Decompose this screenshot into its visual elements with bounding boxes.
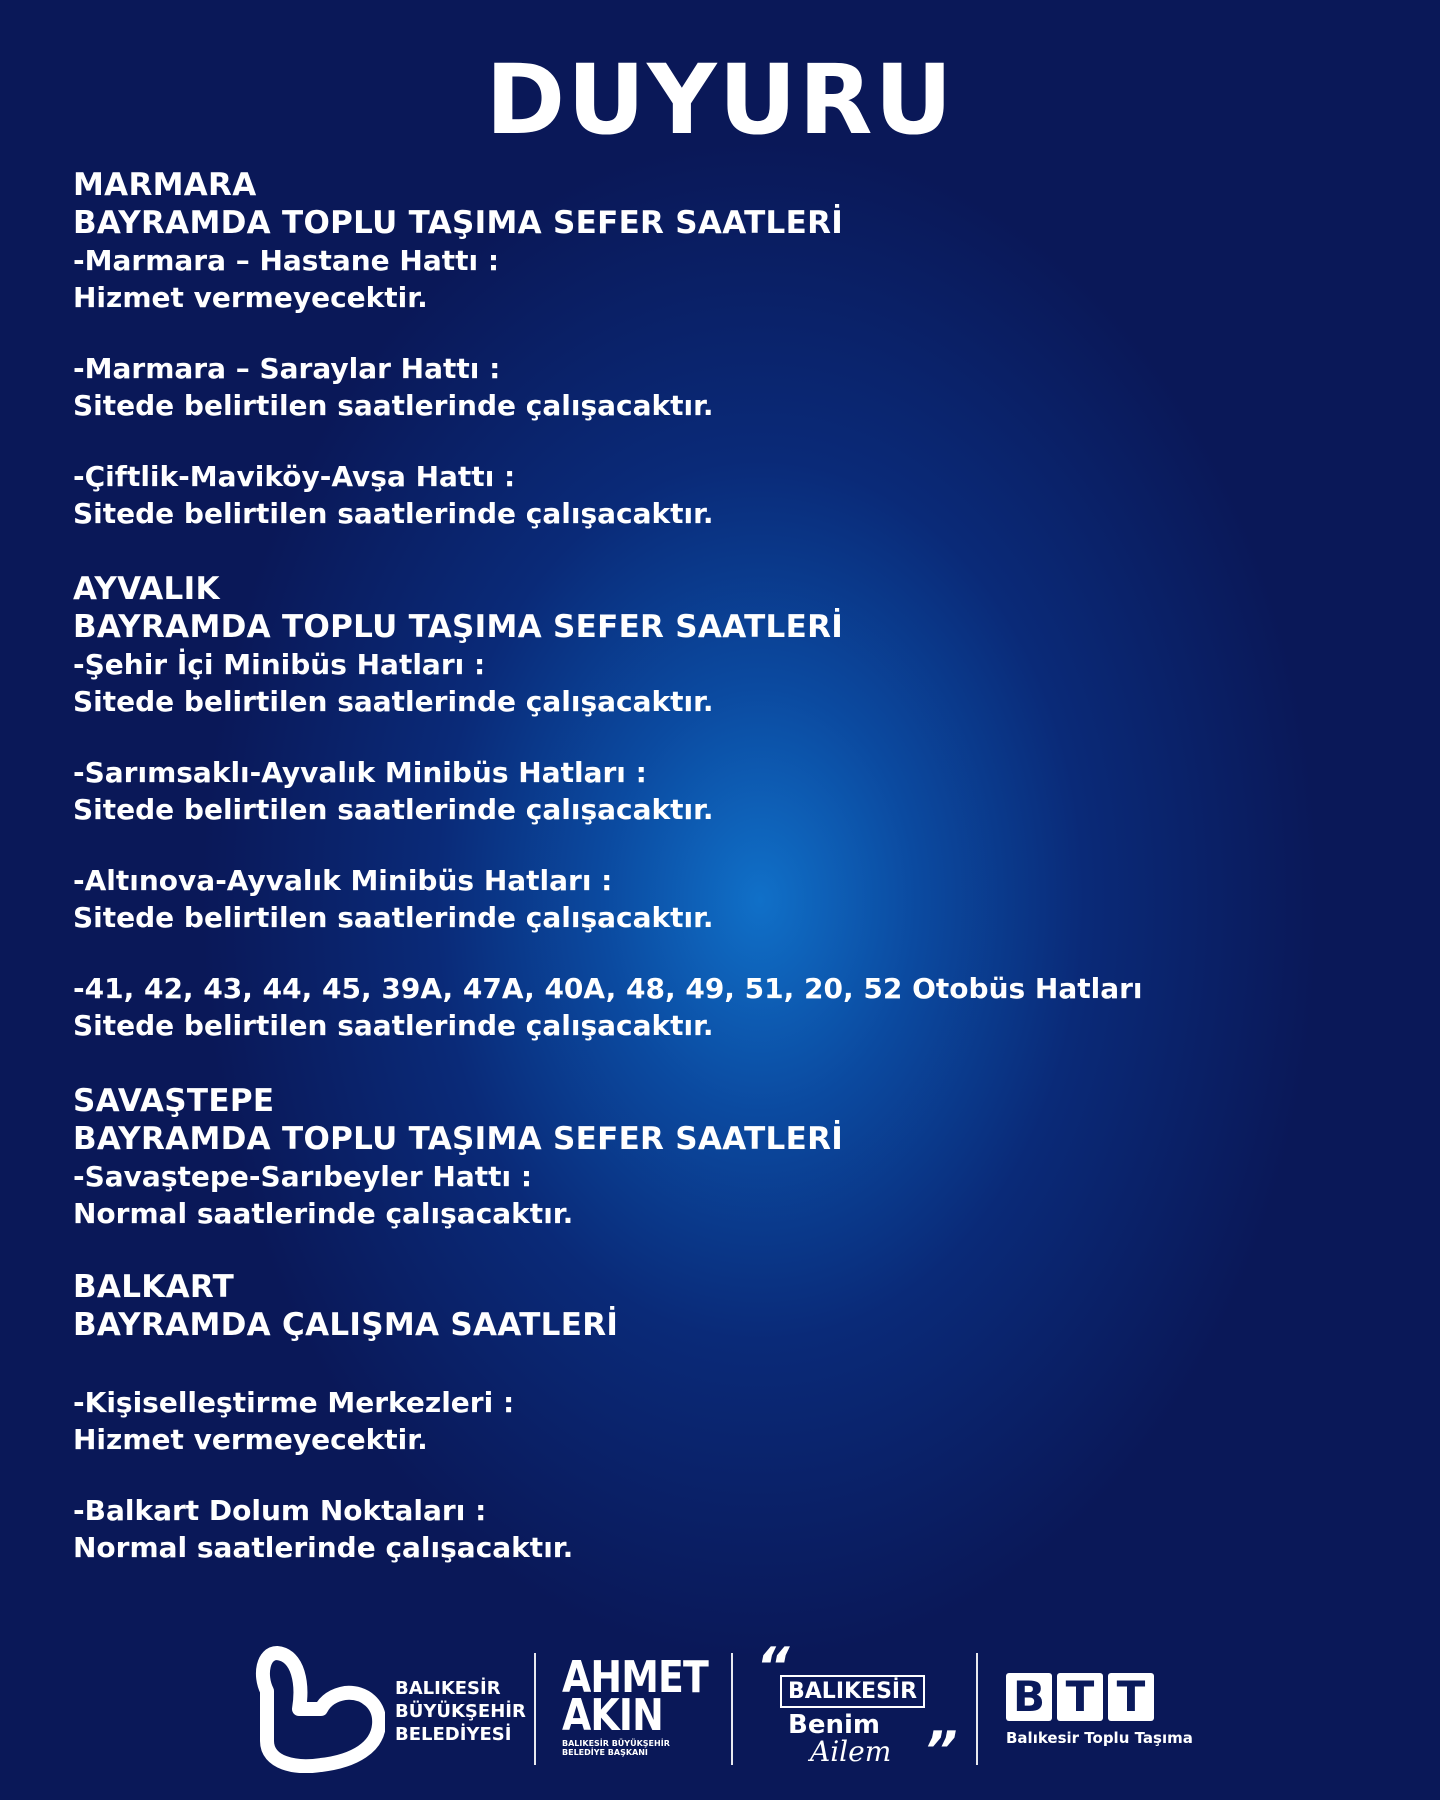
footer-logos (0, 1637, 1440, 1781)
list-item (73, 646, 1393, 720)
list-item (73, 242, 1393, 316)
section-heading: BAYRAMDA ÇALIŞMA SAATLERİ (73, 1307, 619, 1343)
announcement-content (73, 166, 1393, 1602)
line-status: Normal saatlerinde çalışacaktır. (73, 1197, 574, 1230)
divider (534, 1653, 536, 1765)
line-status: Sitede belirtilen saatlerinde çalışacaktır. (73, 1009, 714, 1042)
btt-letter: B (1006, 1673, 1052, 1721)
heart-b-logo-icon (255, 1645, 385, 1773)
list-item (73, 1492, 1393, 1566)
region-title: SAVAŞTEPE (73, 1083, 275, 1119)
btt-letter: T (1108, 1673, 1154, 1721)
mayor-sub1: BALIKESİR BÜYÜKŞEHİR (562, 1739, 670, 1748)
btt-letter: T (1057, 1673, 1103, 1721)
section-balkart (73, 1268, 1393, 1566)
section-marmara (73, 166, 1393, 532)
bbb-line2: BÜYÜKŞEHİR (395, 1701, 526, 1722)
mayor-name-last: AKIN (562, 1690, 663, 1741)
list-item (73, 350, 1393, 424)
region-title: MARMARA (73, 167, 257, 203)
slogan-box: BALIKESİR (780, 1675, 925, 1708)
list-item (73, 1384, 1393, 1458)
region-title: BALKART (73, 1269, 235, 1305)
list-item (73, 458, 1393, 532)
line-name: -41, 42, 43, 44, 45, 39A, 47A, 40A, 48, 49, 51, 20, 52 Otobüs Hatları (73, 972, 1143, 1005)
line-name: -Balkart Dolum Noktaları : (73, 1494, 487, 1527)
close-quote-icon: ” (924, 1721, 958, 1781)
line-name: -Savaştepe-Sarıbeyler Hattı : (73, 1160, 533, 1193)
mayor-name-first: AHMET (562, 1652, 708, 1703)
btt-letters (1006, 1673, 1206, 1721)
bbb-line1: BALIKESİR (395, 1678, 501, 1699)
line-status: Normal saatlerinde çalışacaktır. (73, 1531, 574, 1564)
section-heading: BAYRAMDA TOPLU TAŞIMA SEFER SAATLERİ (73, 1121, 844, 1157)
section-heading: BAYRAMDA TOPLU TAŞIMA SEFER SAATLERİ (73, 609, 844, 645)
line-status: Sitede belirtilen saatlerinde çalışacaktır. (73, 901, 714, 934)
section-savastepe (73, 1082, 1393, 1232)
bbb-line3: BELEDİYESİ (395, 1724, 512, 1745)
section-heading: BAYRAMDA TOPLU TAŞIMA SEFER SAATLERİ (73, 205, 844, 241)
line-status: Sitede belirtilen saatlerinde çalışacaktır. (73, 497, 714, 530)
list-item (73, 862, 1393, 936)
open-quote-icon: “ (756, 1637, 790, 1697)
divider (731, 1653, 733, 1765)
btt-logo (1006, 1673, 1206, 1747)
line-name: -Marmara – Hastane Hattı : (73, 244, 500, 277)
slogan-benim: Benim (788, 1710, 880, 1740)
section-ayvalik (73, 570, 1393, 1044)
line-name: -Altınova-Ayvalık Minibüs Hatları : (73, 864, 613, 897)
divider (976, 1653, 978, 1765)
line-status: Sitede belirtilen saatlerinde çalışacaktır. (73, 685, 714, 718)
mayor-sub2: BELEDİYE BAŞKANI (562, 1748, 648, 1757)
list-item (73, 970, 1393, 1044)
line-name: -Şehir İçi Minibüs Hatları : (73, 648, 486, 681)
list-item (73, 754, 1393, 828)
line-name: -Sarımsaklı-Ayvalık Minibüs Hatları : (73, 756, 647, 789)
region-title: AYVALIK (73, 571, 220, 607)
line-name: -Marmara – Saraylar Hattı : (73, 352, 501, 385)
line-status: Sitede belirtilen saatlerinde çalışacaktır. (73, 793, 714, 826)
line-status: Sitede belirtilen saatlerinde çalışacaktır. (73, 389, 714, 422)
line-name: -Kişiselleştirme Merkezleri : (73, 1386, 515, 1419)
slogan-ailem: Ailem (810, 1735, 892, 1768)
slogan-logo (756, 1637, 958, 1781)
list-item (73, 1158, 1393, 1232)
line-status: Hizmet vermeyecektir. (73, 1423, 428, 1456)
page-title: DUYURU (485, 44, 955, 156)
mayor-logo (562, 1652, 712, 1757)
btt-subtitle: Balıkesir Toplu Taşıma (1006, 1729, 1193, 1747)
line-name: -Çiftlik-Maviköy-Avşa Hattı : (73, 460, 516, 493)
line-status: Hizmet vermeyecektir. (73, 281, 428, 314)
